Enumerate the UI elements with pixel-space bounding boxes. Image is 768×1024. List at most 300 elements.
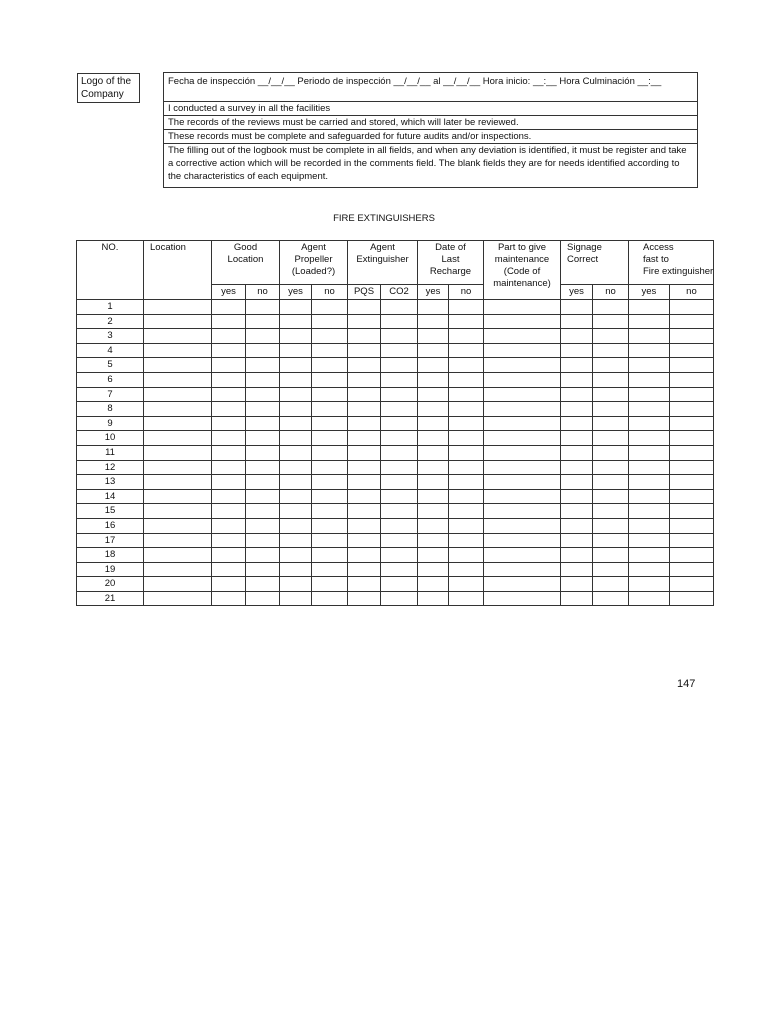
entry-cell[interactable]	[212, 562, 246, 577]
entry-cell[interactable]	[246, 504, 280, 519]
entry-cell[interactable]	[348, 358, 381, 373]
entry-cell[interactable]	[449, 358, 484, 373]
entry-cell[interactable]	[561, 431, 593, 446]
entry-cell[interactable]	[418, 431, 449, 446]
entry-cell[interactable]	[280, 591, 312, 606]
entry-cell[interactable]	[348, 329, 381, 344]
entry-cell[interactable]	[629, 533, 670, 548]
entry-cell[interactable]	[312, 343, 348, 358]
entry-cell[interactable]	[246, 314, 280, 329]
entry-cell[interactable]	[381, 402, 418, 417]
entry-cell[interactable]	[484, 314, 561, 329]
entry-cell[interactable]	[561, 460, 593, 475]
entry-cell[interactable]	[246, 300, 280, 315]
entry-cell[interactable]	[449, 591, 484, 606]
entry-cell[interactable]	[280, 431, 312, 446]
entry-cell[interactable]	[669, 445, 714, 460]
entry-cell[interactable]	[593, 577, 629, 592]
entry-cell[interactable]	[629, 591, 670, 606]
entry-cell[interactable]	[561, 416, 593, 431]
entry-cell[interactable]	[280, 416, 312, 431]
entry-cell[interactable]	[629, 562, 670, 577]
entry-cell[interactable]	[280, 533, 312, 548]
entry-cell[interactable]	[144, 475, 212, 490]
entry-cell[interactable]	[629, 475, 670, 490]
entry-cell[interactable]	[449, 314, 484, 329]
entry-cell[interactable]	[280, 518, 312, 533]
entry-cell[interactable]	[212, 372, 246, 387]
entry-cell[interactable]	[280, 402, 312, 417]
entry-cell[interactable]	[312, 460, 348, 475]
entry-cell[interactable]	[381, 577, 418, 592]
entry-cell[interactable]	[561, 372, 593, 387]
entry-cell[interactable]	[629, 518, 670, 533]
entry-cell[interactable]	[348, 489, 381, 504]
entry-cell[interactable]	[246, 489, 280, 504]
entry-cell[interactable]	[212, 533, 246, 548]
entry-cell[interactable]	[593, 533, 629, 548]
entry-cell[interactable]	[561, 504, 593, 519]
entry-cell[interactable]	[144, 314, 212, 329]
entry-cell[interactable]	[669, 329, 714, 344]
entry-cell[interactable]	[312, 416, 348, 431]
entry-cell[interactable]	[669, 314, 714, 329]
entry-cell[interactable]	[212, 445, 246, 460]
entry-cell[interactable]	[381, 431, 418, 446]
entry-cell[interactable]	[593, 460, 629, 475]
entry-cell[interactable]	[449, 372, 484, 387]
entry-cell[interactable]	[629, 504, 670, 519]
entry-cell[interactable]	[484, 329, 561, 344]
entry-cell[interactable]	[312, 518, 348, 533]
entry-cell[interactable]	[144, 577, 212, 592]
entry-cell[interactable]	[212, 577, 246, 592]
entry-cell[interactable]	[561, 548, 593, 563]
entry-cell[interactable]	[629, 372, 670, 387]
entry-cell[interactable]	[418, 372, 449, 387]
entry-cell[interactable]	[381, 329, 418, 344]
entry-cell[interactable]	[381, 372, 418, 387]
entry-cell[interactable]	[381, 504, 418, 519]
entry-cell[interactable]	[669, 533, 714, 548]
entry-cell[interactable]	[246, 372, 280, 387]
entry-cell[interactable]	[418, 314, 449, 329]
entry-cell[interactable]	[144, 562, 212, 577]
entry-cell[interactable]	[381, 518, 418, 533]
entry-cell[interactable]	[381, 591, 418, 606]
entry-cell[interactable]	[484, 504, 561, 519]
entry-cell[interactable]	[312, 300, 348, 315]
entry-cell[interactable]	[484, 460, 561, 475]
entry-cell[interactable]	[348, 591, 381, 606]
entry-cell[interactable]	[449, 489, 484, 504]
entry-cell[interactable]	[669, 548, 714, 563]
entry-cell[interactable]	[669, 518, 714, 533]
entry-cell[interactable]	[348, 416, 381, 431]
entry-cell[interactable]	[449, 402, 484, 417]
entry-cell[interactable]	[212, 314, 246, 329]
entry-cell[interactable]	[212, 416, 246, 431]
entry-cell[interactable]	[280, 562, 312, 577]
entry-cell[interactable]	[449, 329, 484, 344]
entry-cell[interactable]	[418, 300, 449, 315]
entry-cell[interactable]	[381, 343, 418, 358]
entry-cell[interactable]	[280, 460, 312, 475]
entry-cell[interactable]	[484, 475, 561, 490]
entry-cell[interactable]	[449, 548, 484, 563]
entry-cell[interactable]	[593, 562, 629, 577]
entry-cell[interactable]	[312, 358, 348, 373]
entry-cell[interactable]	[418, 416, 449, 431]
entry-cell[interactable]	[144, 329, 212, 344]
entry-cell[interactable]	[561, 300, 593, 315]
entry-cell[interactable]	[418, 475, 449, 490]
entry-cell[interactable]	[212, 460, 246, 475]
entry-cell[interactable]	[593, 445, 629, 460]
entry-cell[interactable]	[280, 372, 312, 387]
entry-cell[interactable]	[629, 402, 670, 417]
entry-cell[interactable]	[246, 475, 280, 490]
entry-cell[interactable]	[669, 387, 714, 402]
entry-cell[interactable]	[348, 387, 381, 402]
entry-cell[interactable]	[212, 548, 246, 563]
entry-cell[interactable]	[144, 518, 212, 533]
entry-cell[interactable]	[449, 387, 484, 402]
entry-cell[interactable]	[449, 431, 484, 446]
entry-cell[interactable]	[312, 475, 348, 490]
entry-cell[interactable]	[280, 329, 312, 344]
entry-cell[interactable]	[144, 504, 212, 519]
entry-cell[interactable]	[629, 329, 670, 344]
entry-cell[interactable]	[246, 343, 280, 358]
entry-cell[interactable]	[593, 518, 629, 533]
entry-cell[interactable]	[593, 358, 629, 373]
entry-cell[interactable]	[593, 329, 629, 344]
entry-cell[interactable]	[312, 591, 348, 606]
entry-cell[interactable]	[381, 358, 418, 373]
entry-cell[interactable]	[348, 402, 381, 417]
entry-cell[interactable]	[418, 577, 449, 592]
entry-cell[interactable]	[418, 387, 449, 402]
entry-cell[interactable]	[629, 431, 670, 446]
entry-cell[interactable]	[144, 431, 212, 446]
entry-cell[interactable]	[212, 431, 246, 446]
entry-cell[interactable]	[593, 489, 629, 504]
entry-cell[interactable]	[246, 329, 280, 344]
entry-cell[interactable]	[593, 431, 629, 446]
row-number: 18	[77, 548, 144, 563]
entry-cell[interactable]	[449, 460, 484, 475]
entry-cell[interactable]	[212, 518, 246, 533]
entry-cell[interactable]	[669, 416, 714, 431]
entry-cell[interactable]	[669, 431, 714, 446]
entry-cell[interactable]	[449, 445, 484, 460]
entry-cell[interactable]	[561, 489, 593, 504]
entry-cell[interactable]	[246, 431, 280, 446]
entry-cell[interactable]	[593, 402, 629, 417]
entry-cell[interactable]	[348, 314, 381, 329]
entry-cell[interactable]	[669, 372, 714, 387]
entry-cell[interactable]	[348, 504, 381, 519]
entry-cell[interactable]	[629, 314, 670, 329]
entry-cell[interactable]	[246, 387, 280, 402]
entry-cell[interactable]	[348, 445, 381, 460]
header-location: Location	[144, 241, 212, 300]
entry-cell[interactable]	[484, 577, 561, 592]
entry-cell[interactable]	[381, 416, 418, 431]
entry-cell[interactable]	[418, 518, 449, 533]
entry-cell[interactable]	[280, 358, 312, 373]
entry-cell[interactable]	[246, 591, 280, 606]
entry-cell[interactable]	[312, 445, 348, 460]
entry-cell[interactable]	[348, 372, 381, 387]
entry-cell[interactable]	[312, 431, 348, 446]
entry-cell[interactable]	[312, 577, 348, 592]
entry-cell[interactable]	[280, 445, 312, 460]
entry-cell[interactable]	[484, 591, 561, 606]
entry-cell[interactable]	[280, 475, 312, 490]
entry-cell[interactable]	[144, 416, 212, 431]
row-number: 12	[77, 460, 144, 475]
entry-cell[interactable]	[593, 591, 629, 606]
entry-cell[interactable]	[484, 402, 561, 417]
entry-cell[interactable]	[449, 416, 484, 431]
entry-cell[interactable]	[348, 548, 381, 563]
entry-cell[interactable]	[449, 343, 484, 358]
entry-cell[interactable]	[418, 460, 449, 475]
entry-cell[interactable]	[629, 577, 670, 592]
entry-cell[interactable]	[418, 548, 449, 563]
entry-cell[interactable]	[418, 358, 449, 373]
entry-cell[interactable]	[144, 387, 212, 402]
entry-cell[interactable]	[669, 577, 714, 592]
entry-cell[interactable]	[561, 591, 593, 606]
entry-cell[interactable]	[449, 300, 484, 315]
entry-cell[interactable]	[280, 489, 312, 504]
entry-cell[interactable]	[212, 300, 246, 315]
entry-cell[interactable]	[381, 460, 418, 475]
entry-cell[interactable]	[144, 358, 212, 373]
entry-cell[interactable]	[561, 343, 593, 358]
entry-cell[interactable]	[348, 475, 381, 490]
entry-cell[interactable]	[669, 300, 714, 315]
entry-cell[interactable]	[144, 300, 212, 315]
entry-cell[interactable]	[484, 300, 561, 315]
entry-cell[interactable]	[449, 475, 484, 490]
entry-cell[interactable]	[246, 358, 280, 373]
entry-cell[interactable]	[381, 300, 418, 315]
entry-cell[interactable]	[212, 358, 246, 373]
entry-cell[interactable]	[629, 489, 670, 504]
entry-cell[interactable]	[629, 358, 670, 373]
entry-cell[interactable]	[144, 343, 212, 358]
entry-cell[interactable]	[484, 358, 561, 373]
entry-cell[interactable]	[629, 343, 670, 358]
entry-cell[interactable]	[246, 460, 280, 475]
entry-cell[interactable]	[561, 475, 593, 490]
entry-cell[interactable]	[312, 329, 348, 344]
entry-cell[interactable]	[669, 504, 714, 519]
entry-cell[interactable]	[312, 562, 348, 577]
entry-cell[interactable]	[144, 533, 212, 548]
entry-cell[interactable]	[144, 591, 212, 606]
entry-cell[interactable]	[593, 300, 629, 315]
entry-cell[interactable]	[144, 402, 212, 417]
entry-cell[interactable]	[484, 489, 561, 504]
entry-cell[interactable]	[561, 577, 593, 592]
entry-cell[interactable]	[280, 343, 312, 358]
entry-cell[interactable]	[348, 343, 381, 358]
entry-cell[interactable]	[629, 548, 670, 563]
entry-cell[interactable]	[348, 460, 381, 475]
entry-cell[interactable]	[246, 577, 280, 592]
entry-cell[interactable]	[418, 343, 449, 358]
entry-cell[interactable]	[144, 445, 212, 460]
entry-cell[interactable]	[418, 402, 449, 417]
entry-cell[interactable]	[593, 504, 629, 519]
entry-cell[interactable]	[561, 329, 593, 344]
entry-cell[interactable]	[418, 504, 449, 519]
entry-cell[interactable]	[312, 372, 348, 387]
entry-cell[interactable]	[212, 489, 246, 504]
entry-cell[interactable]	[246, 402, 280, 417]
entry-cell[interactable]	[381, 445, 418, 460]
entry-cell[interactable]	[246, 416, 280, 431]
entry-cell[interactable]	[312, 489, 348, 504]
instruction-row: The records of the reviews must be carried and stored, which will later be reviewed.	[163, 116, 698, 130]
row-number: 4	[77, 343, 144, 358]
entry-cell[interactable]	[418, 329, 449, 344]
entry-cell[interactable]	[312, 402, 348, 417]
entry-cell[interactable]	[449, 518, 484, 533]
entry-cell[interactable]	[144, 548, 212, 563]
entry-cell[interactable]	[312, 504, 348, 519]
entry-cell[interactable]	[381, 562, 418, 577]
entry-cell[interactable]	[144, 460, 212, 475]
entry-cell[interactable]	[449, 533, 484, 548]
entry-cell[interactable]	[348, 533, 381, 548]
entry-cell[interactable]	[348, 518, 381, 533]
entry-cell[interactable]	[312, 533, 348, 548]
entry-cell[interactable]	[561, 562, 593, 577]
entry-cell[interactable]	[561, 314, 593, 329]
entry-cell[interactable]	[280, 387, 312, 402]
entry-cell[interactable]	[212, 343, 246, 358]
entry-cell[interactable]	[484, 533, 561, 548]
entry-cell[interactable]	[669, 475, 714, 490]
entry-cell[interactable]	[381, 314, 418, 329]
entry-cell[interactable]	[381, 387, 418, 402]
entry-cell[interactable]	[669, 343, 714, 358]
entry-cell[interactable]	[381, 548, 418, 563]
entry-cell[interactable]	[144, 489, 212, 504]
entry-cell[interactable]	[312, 314, 348, 329]
entry-cell[interactable]	[593, 314, 629, 329]
entry-cell[interactable]	[484, 343, 561, 358]
entry-cell[interactable]	[381, 533, 418, 548]
entry-cell[interactable]	[246, 518, 280, 533]
entry-cell[interactable]	[669, 358, 714, 373]
entry-cell[interactable]	[348, 562, 381, 577]
entry-cell[interactable]	[280, 504, 312, 519]
entry-cell[interactable]	[212, 475, 246, 490]
entry-cell[interactable]	[449, 562, 484, 577]
entry-cell[interactable]	[484, 416, 561, 431]
entry-cell[interactable]	[246, 445, 280, 460]
entry-cell[interactable]	[669, 489, 714, 504]
entry-cell[interactable]	[561, 387, 593, 402]
entry-cell[interactable]	[449, 577, 484, 592]
entry-cell[interactable]	[312, 548, 348, 563]
entry-cell[interactable]	[629, 445, 670, 460]
entry-cell[interactable]	[593, 548, 629, 563]
entry-cell[interactable]	[348, 300, 381, 315]
entry-cell[interactable]	[669, 460, 714, 475]
entry-cell[interactable]	[484, 372, 561, 387]
entry-cell[interactable]	[484, 548, 561, 563]
entry-cell[interactable]	[212, 504, 246, 519]
entry-cell[interactable]	[629, 460, 670, 475]
entry-cell[interactable]	[629, 300, 670, 315]
entry-cell[interactable]	[629, 416, 670, 431]
entry-cell[interactable]	[484, 431, 561, 446]
entry-cell[interactable]	[669, 591, 714, 606]
entry-cell[interactable]	[348, 577, 381, 592]
entry-cell[interactable]	[484, 387, 561, 402]
entry-cell[interactable]	[561, 533, 593, 548]
entry-cell[interactable]	[418, 533, 449, 548]
entry-cell[interactable]	[561, 358, 593, 373]
entry-cell[interactable]	[449, 504, 484, 519]
entry-cell[interactable]	[484, 562, 561, 577]
entry-cell[interactable]	[246, 548, 280, 563]
entry-cell[interactable]	[144, 372, 212, 387]
entry-cell[interactable]	[593, 387, 629, 402]
entry-cell[interactable]	[246, 562, 280, 577]
entry-cell[interactable]	[212, 402, 246, 417]
entry-cell[interactable]	[669, 562, 714, 577]
table-row	[77, 402, 714, 417]
entry-cell[interactable]	[212, 387, 246, 402]
entry-cell[interactable]	[561, 445, 593, 460]
entry-cell[interactable]	[280, 314, 312, 329]
entry-cell[interactable]	[669, 402, 714, 417]
entry-cell[interactable]	[212, 591, 246, 606]
entry-cell[interactable]	[348, 431, 381, 446]
entry-cell[interactable]	[280, 577, 312, 592]
entry-cell[interactable]	[246, 533, 280, 548]
entry-cell[interactable]	[484, 445, 561, 460]
entry-cell[interactable]	[484, 518, 561, 533]
entry-cell[interactable]	[381, 489, 418, 504]
entry-cell[interactable]	[280, 300, 312, 315]
entry-cell[interactable]	[212, 329, 246, 344]
entry-cell[interactable]	[381, 475, 418, 490]
entry-cell[interactable]	[593, 372, 629, 387]
entry-cell[interactable]	[561, 518, 593, 533]
entry-cell[interactable]	[593, 475, 629, 490]
entry-cell[interactable]	[629, 387, 670, 402]
entry-cell[interactable]	[418, 591, 449, 606]
entry-cell[interactable]	[280, 548, 312, 563]
entry-cell[interactable]	[418, 489, 449, 504]
entry-cell[interactable]	[312, 387, 348, 402]
entry-cell[interactable]	[593, 416, 629, 431]
entry-cell[interactable]	[418, 445, 449, 460]
entry-cell[interactable]	[593, 343, 629, 358]
entry-cell[interactable]	[561, 402, 593, 417]
entry-cell[interactable]	[418, 562, 449, 577]
